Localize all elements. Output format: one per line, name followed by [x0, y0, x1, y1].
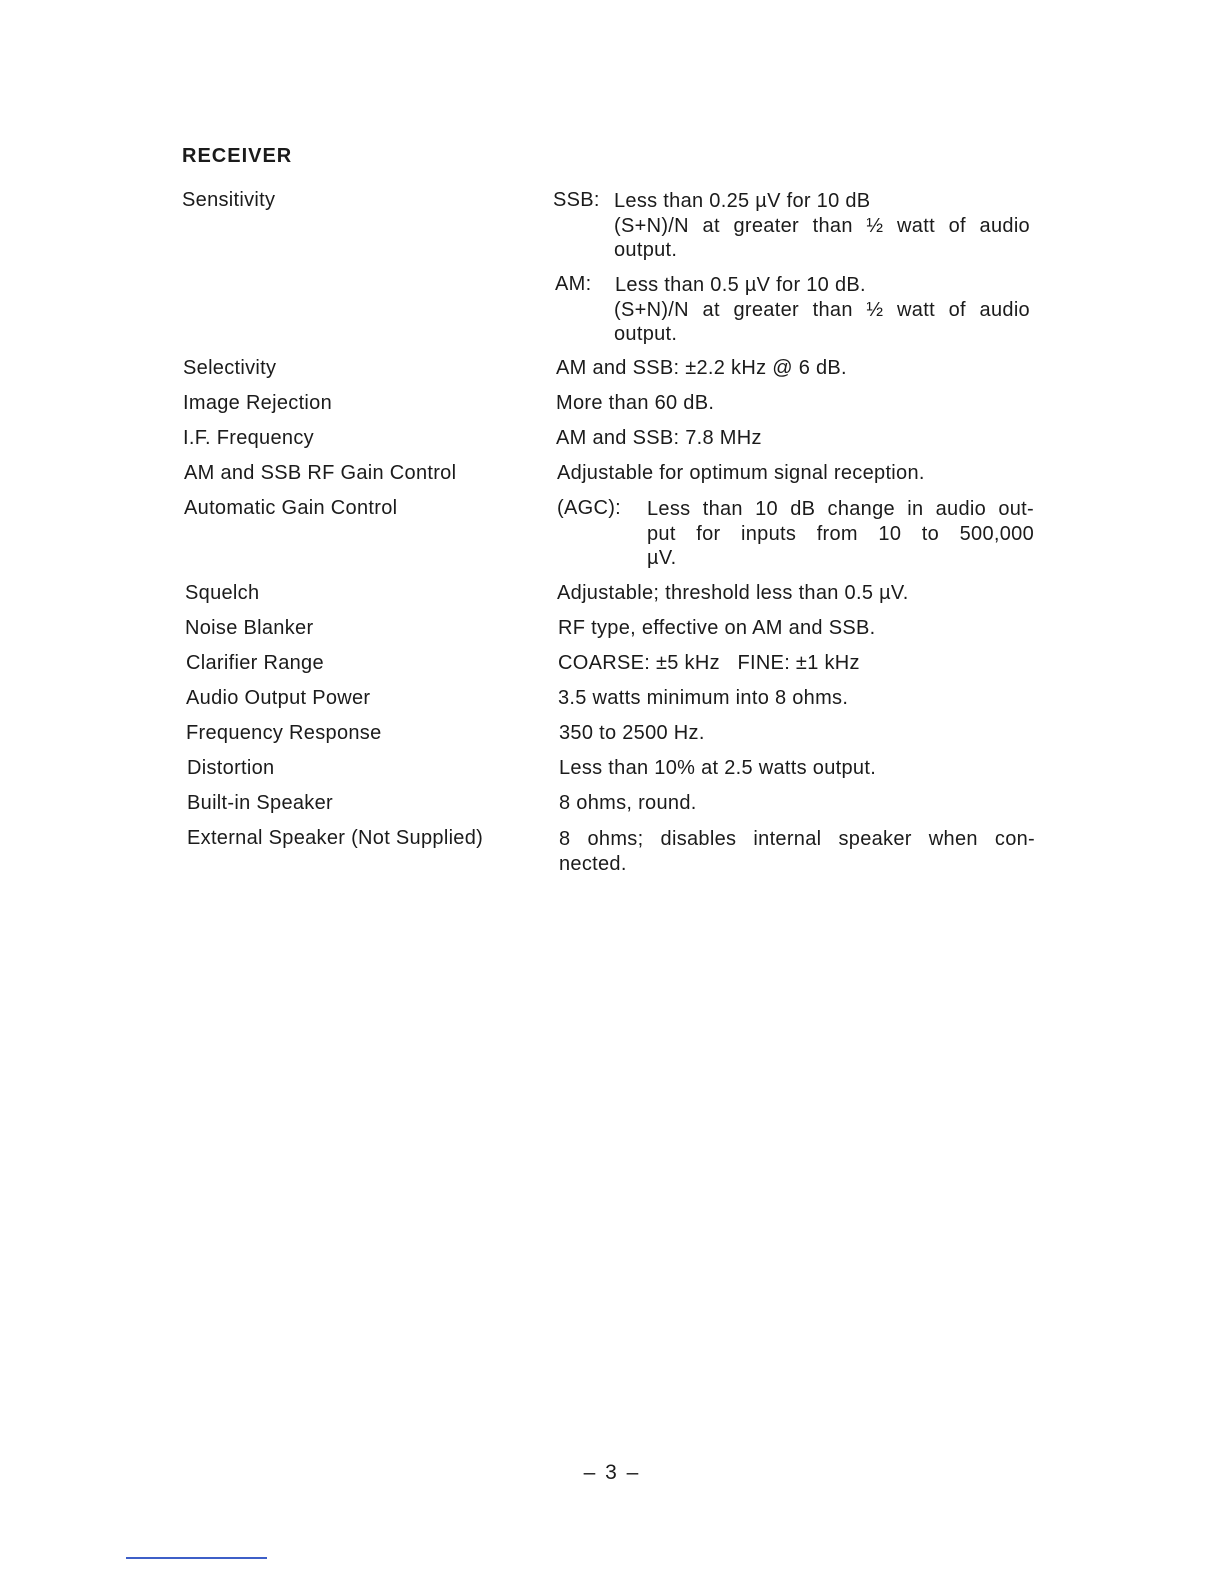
section-title: RECEIVER [182, 145, 293, 167]
spec-value-noise-blanker: RF type, effective on AM and SSB. [558, 617, 876, 639]
spec-label-rf-gain-control: AM and SSB RF Gain Control [184, 462, 457, 484]
spec-value-distortion: Less than 10% at 2.5 watts output. [559, 757, 877, 779]
spec-label-clarifier-range: Clarifier Range [186, 652, 324, 674]
spec-label-if-frequency: I.F. Frequency [183, 427, 314, 449]
spec-value-frequency-response: 350 to 2500 Hz. [559, 722, 705, 744]
spec-label-squelch: Squelch [185, 582, 260, 604]
spec-value-rf-gain-control: Adjustable for optimum signal reception. [557, 462, 925, 484]
external-speaker-line-2: nected. [559, 852, 627, 875]
spec-label-image-rejection: Image Rejection [183, 392, 333, 414]
spec-label-agc: Automatic Gain Control [184, 497, 398, 519]
spec-label-selectivity: Selectivity [183, 357, 277, 379]
footer-rule [126, 1557, 267, 1559]
agc-line-2: put for inputs from 10 to 500,000 [647, 522, 1034, 545]
sensitivity-am-line-3: output. [614, 323, 678, 345]
spec-label-noise-blanker: Noise Blanker [185, 617, 314, 639]
spec-label-built-in-speaker: Built-in Speaker [187, 792, 333, 814]
spec-value-external-speaker [559, 827, 1035, 876]
agc-line-1: Less than 10 dB change in audio out- [647, 498, 1034, 520]
spec-label-distortion: Distortion [187, 757, 275, 779]
spec-value-audio-output-power: 3.5 watts minimum into 8 ohms. [558, 687, 849, 709]
sensitivity-am-line-1: Less than 0.5 µV for 10 dB. [615, 274, 866, 296]
sensitivity-ssb-line-3: output. [614, 239, 678, 261]
spec-label-audio-output-power: Audio Output Power [186, 687, 371, 709]
external-speaker-line-1: 8 ohms; disables internal speaker when con- [559, 828, 1035, 850]
spec-value-clarifier-range: COARSE: ±5 kHz FINE: ±1 kHz [558, 652, 860, 674]
sensitivity-am-prefix: AM: [555, 273, 592, 295]
spec-label-sensitivity: Sensitivity [182, 189, 276, 211]
page-number: – 3 – [583, 1461, 641, 1484]
spec-value-squelch: Adjustable; threshold less than 0.5 µV. [557, 582, 909, 604]
spec-label-external-speaker: External Speaker (Not Supplied) [187, 827, 484, 849]
agc-line-3: µV. [647, 547, 677, 569]
spec-value-image-rejection: More than 60 dB. [556, 392, 715, 414]
spec-label-frequency-response: Frequency Response [186, 722, 382, 744]
spec-value-built-in-speaker: 8 ohms, round. [559, 792, 697, 814]
spec-value-if-frequency: AM and SSB: 7.8 MHz [556, 427, 762, 449]
sensitivity-ssb-line-2: (S+N)/N at greater than ½ watt of audio [614, 214, 1030, 237]
sensitivity-ssb-prefix: SSB: [553, 189, 600, 211]
sensitivity-am-line-2: (S+N)/N at greater than ½ watt of audio [614, 298, 1030, 321]
agc-prefix: (AGC): [557, 497, 622, 519]
sensitivity-ssb-line-1: Less than 0.25 µV for 10 dB [614, 190, 871, 212]
spec-value-selectivity: AM and SSB: ±2.2 kHz @ 6 dB. [556, 357, 847, 379]
